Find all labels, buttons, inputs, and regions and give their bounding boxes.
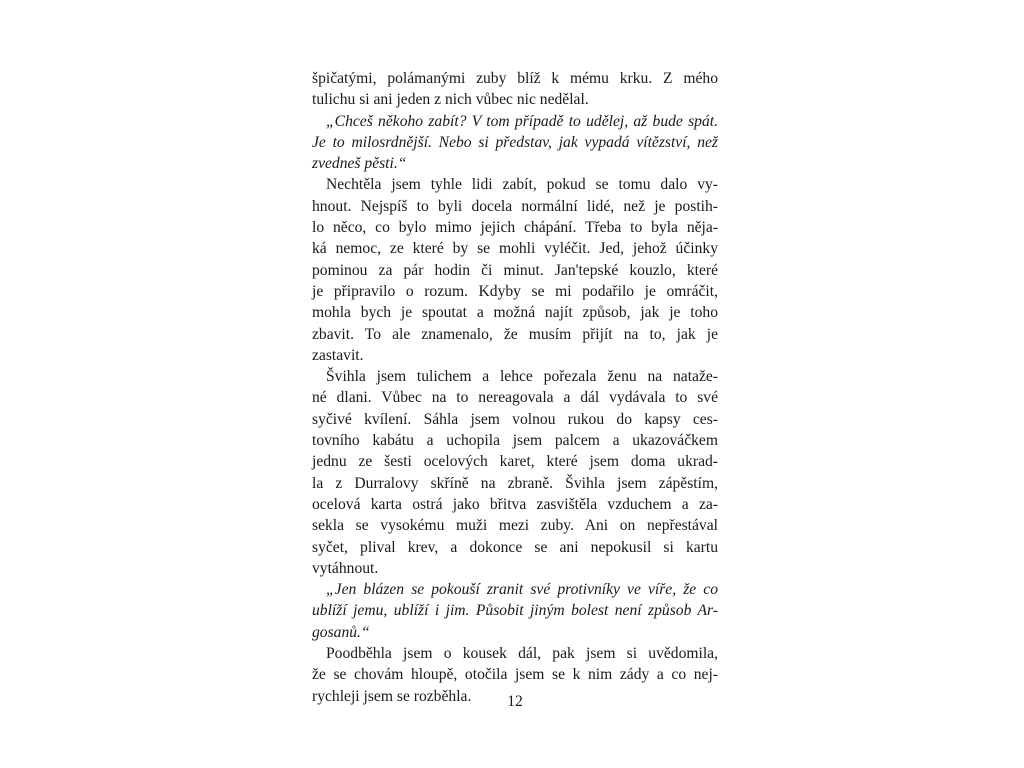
text-line: tulichu si ani jeden z nich vůbec nic nedělal. bbox=[312, 91, 589, 109]
text-line: Je to milosrdnější. Nebo si představ, jak vypadá vítězství, než bbox=[312, 133, 718, 151]
paragraph bbox=[312, 174, 718, 366]
book-page bbox=[312, 68, 718, 707]
text-line: lo něco, co bylo mimo jejich chápání. Třeba to byla něja- bbox=[312, 219, 718, 237]
text-line: ká nemoc, ze které by se mohli vyléčit. Jed, jehož účinky bbox=[312, 240, 718, 258]
text-line: jednu ze šesti ocelových karet, které jsem doma ukrad- bbox=[312, 453, 718, 471]
text-line: Nechtěla jsem tyhle lidi zabít, pokud se tomu dalo vy- bbox=[326, 176, 718, 194]
quote-paragraph bbox=[312, 579, 718, 643]
paragraph bbox=[312, 366, 718, 579]
text-line: „Chceš někoho zabít? V tom případě to udělej, až bude spát. bbox=[326, 112, 718, 130]
text-line: zvedneš pěsti.“ bbox=[312, 155, 407, 173]
text-line: „Jen blázen se pokouší zranit své protivníky ve víře, že co bbox=[326, 581, 718, 599]
text-line: špičatými, polámanými zuby blíž k mému krku. Z mého bbox=[312, 70, 718, 87]
text-line: zbavit. To ale znamenalo, že musím přijít na to, jak je bbox=[312, 325, 718, 343]
text-line: Poodběhla jsem o kousek dál, pak jsem si uvědomila, bbox=[326, 645, 718, 663]
text-line: mohla bych je spoutat a možná najít způsob, jak je toho bbox=[312, 304, 718, 322]
body-text bbox=[312, 68, 718, 707]
text-line: rychleji jsem se rozběhla. bbox=[312, 687, 472, 705]
text-line: pominou za pár hodin či minut. Jan'tepské kouzlo, které bbox=[312, 261, 718, 279]
text-line: zastavit. bbox=[312, 346, 364, 364]
text-line: syčivé kvílení. Sáhla jsem volnou rukou do kapsy ces- bbox=[312, 410, 718, 428]
text-line: Švihla jsem tulichem a lehce pořezala ženu na nataže- bbox=[326, 368, 718, 386]
quote-paragraph bbox=[312, 111, 718, 175]
text-line: ublíží jemu, ublíží i jim. Působit jiným bolest není způsob Ar- bbox=[312, 602, 718, 620]
text-line: gosanů.“ bbox=[312, 623, 370, 641]
text-line: hnout. Nejspíš to byli docela normální lidé, než je postih- bbox=[312, 197, 718, 215]
text-line: že se chovám hloupě, otočila jsem se k nim zády a co nej- bbox=[312, 666, 718, 684]
text-line: né dlani. Vůbec na to nereagovala a dál vydávala to své bbox=[312, 389, 718, 407]
text-line: la z Durralovy skříně na zbraně. Švihla jsem zápěstím, bbox=[312, 474, 718, 492]
text-line: syčet, plival krev, a dokonce se ani nepokusil si kartu bbox=[312, 538, 718, 556]
text-line: vytáhnout. bbox=[312, 559, 379, 577]
text-line: ocelová karta ostrá jako břitva zasvištěla vzduchem a za- bbox=[312, 495, 718, 513]
paragraph bbox=[312, 68, 718, 111]
text-line: je připravilo o rozum. Kdyby se mi podařilo je omráčit, bbox=[312, 282, 718, 300]
page-number: 12 bbox=[507, 693, 523, 710]
text-line: sekla se vysokému muži mezi zuby. Ani on nepřestával bbox=[312, 517, 718, 535]
text-line: tovního kabátu a uchopila jsem palcem a ukazováčkem bbox=[312, 432, 718, 450]
